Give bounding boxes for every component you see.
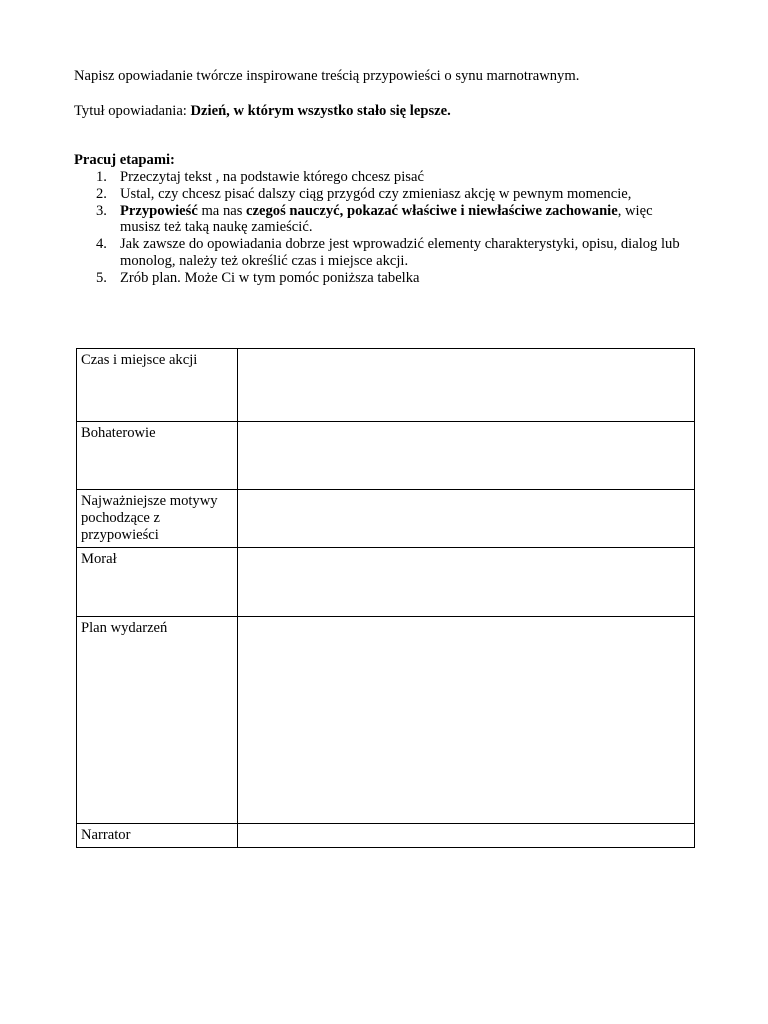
row-label: Czas i miejsce akcji <box>77 349 238 422</box>
row-label: Bohaterowie <box>77 422 238 490</box>
step-item <box>74 203 694 237</box>
step-item <box>74 236 694 270</box>
table-row <box>77 824 695 848</box>
story-title-label: Tytuł opowiadania: <box>74 103 191 119</box>
step-number: 3. <box>96 202 107 219</box>
row-label: Narrator <box>77 824 238 848</box>
step-text: Zrób plan. Może Ci w tym pomóc poniższa tabelka <box>120 269 420 286</box>
table-row <box>77 349 695 422</box>
table-row <box>77 490 695 548</box>
step-text-bold: Przypowieść <box>120 202 198 219</box>
step-item <box>74 270 694 287</box>
step-number: 5. <box>96 269 107 286</box>
row-entry-cell[interactable] <box>238 617 695 824</box>
row-label: Najważniejsze motywy pochodzące z przypowieści <box>77 490 238 548</box>
step-number: 2. <box>96 185 107 202</box>
steps-heading: Pracuj etapami: <box>74 152 175 168</box>
steps-list <box>74 169 694 287</box>
row-entry-cell[interactable] <box>238 422 695 490</box>
step-text: Jak zawsze do opowiadania dobrze jest wprowadzić elementy charakterystyki, opisu, dialog lub monolog, należy też określić czas i miejsce akcji. <box>120 236 680 269</box>
step-item <box>74 186 694 203</box>
story-title-value: Dzień, w którym wszystko stało się lepsze. <box>190 103 451 119</box>
row-label: Morał <box>77 548 238 617</box>
row-entry-cell[interactable] <box>238 490 695 548</box>
story-plan-table <box>76 348 695 848</box>
step-number: 4. <box>96 236 107 253</box>
step-item <box>74 169 694 186</box>
step-text-bold: czegoś nauczyć, pokazać właściwe i niewłaściwe zachowanie <box>246 202 618 219</box>
story-title-line <box>74 103 451 120</box>
table-row <box>77 548 695 617</box>
assignment-intro: Napisz opowiadanie twórcze inspirowane treścią przypowieści o synu marnotrawnym. <box>74 68 580 84</box>
row-entry-cell[interactable] <box>238 548 695 617</box>
row-label: Plan wydarzeń <box>77 617 238 824</box>
step-text: , więc musisz też taką naukę zamieścić. <box>120 202 653 236</box>
row-entry-cell[interactable] <box>238 349 695 422</box>
step-number: 1. <box>96 169 107 185</box>
step-text: Ustal, czy chcesz pisać dalszy ciąg przygód czy zmieniasz akcję w pewnym momencie, <box>120 185 632 202</box>
row-entry-cell[interactable] <box>238 824 695 848</box>
step-text: Przeczytaj tekst , na podstawie którego chcesz pisać <box>120 169 424 185</box>
table-row <box>77 617 695 824</box>
step-text: ma nas <box>197 202 247 219</box>
table-row <box>77 422 695 490</box>
